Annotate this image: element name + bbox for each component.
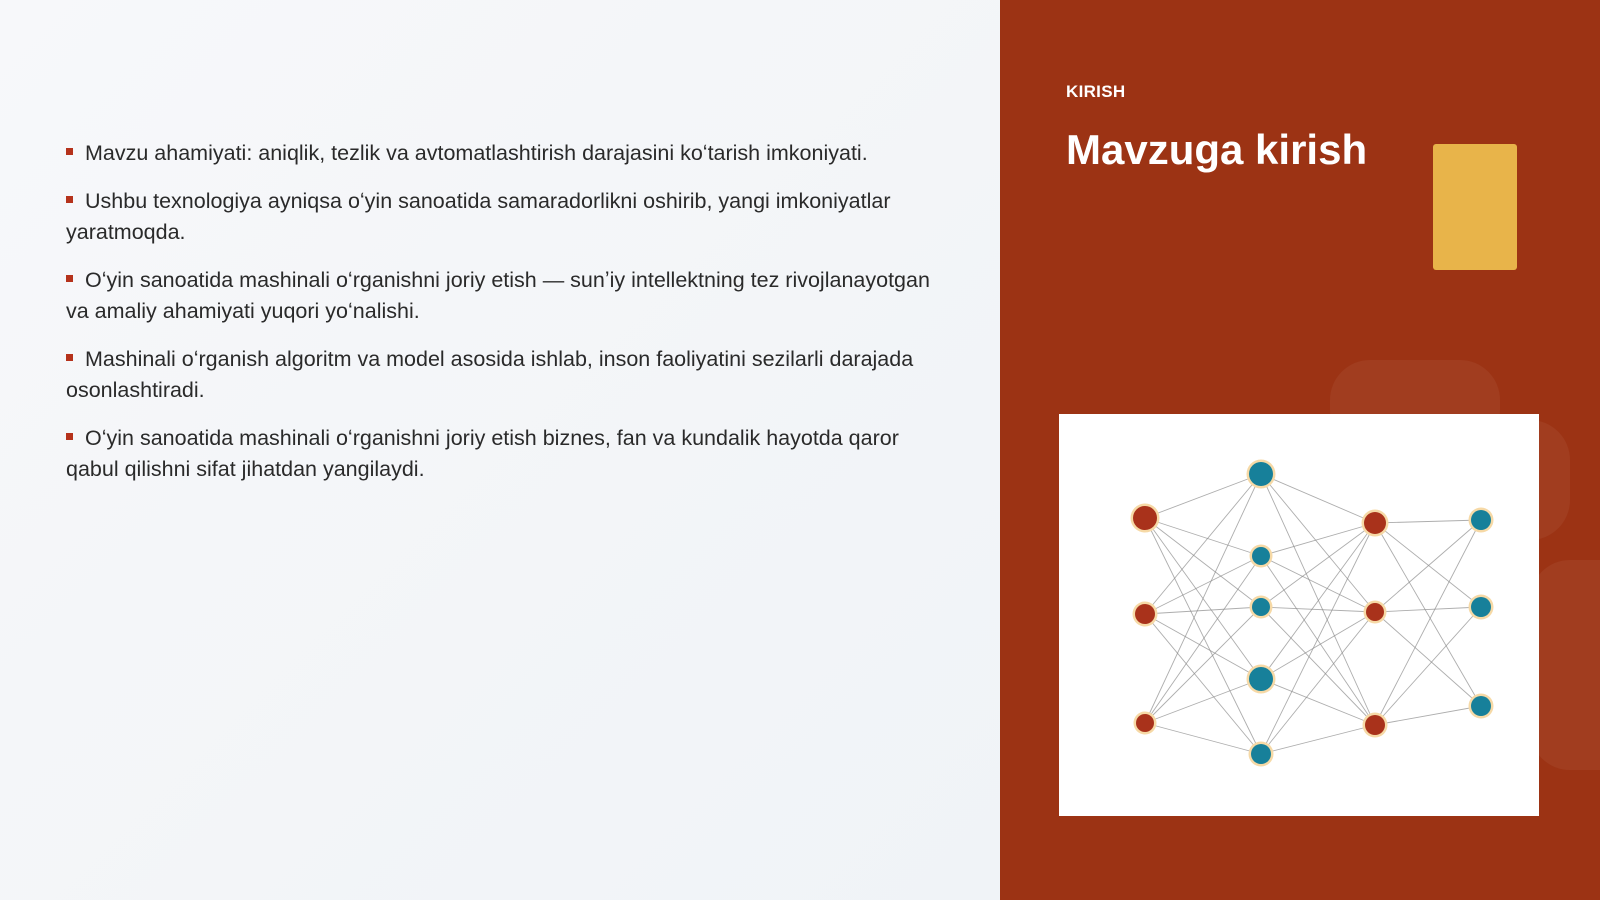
network-edge (1375, 520, 1481, 523)
network-edge (1375, 706, 1481, 725)
neural-network-figure (1059, 414, 1539, 816)
bullet-text: Mavzu ahamiyati: aniqlik, tezlik va avtomatlashtirish darajasini koʻtarish imkoniyati. (85, 141, 868, 165)
bullet-item (66, 186, 936, 248)
network-edge (1261, 607, 1375, 612)
bullet-marker-icon (66, 196, 73, 203)
network-node (1133, 506, 1157, 530)
network-edge (1261, 523, 1375, 754)
network-edge (1145, 518, 1261, 556)
network-edge (1261, 612, 1375, 754)
section-kicker: KIRISH (1066, 82, 1126, 101)
bullet-text: Oʻyin sanoatida mashinali oʻrganishni joriy etish — sunʼiy intellektning tez rivojlanayotgan va amaliy ahamiyati yuqori yoʻnalishi. (66, 268, 930, 323)
network-edge (1145, 474, 1261, 614)
network-node (1471, 597, 1491, 617)
bullet-marker-icon (66, 148, 73, 155)
network-edge (1375, 607, 1481, 725)
network-edge (1145, 556, 1261, 614)
decorative-blob (1530, 560, 1600, 770)
network-edge (1261, 474, 1375, 523)
bullet-marker-icon (66, 433, 73, 440)
network-edge (1261, 556, 1375, 612)
network-edge (1145, 556, 1261, 723)
network-edge (1261, 474, 1375, 612)
network-edge (1375, 607, 1481, 612)
network-edge (1261, 679, 1375, 725)
network-edge (1261, 523, 1375, 679)
bullet-item (66, 344, 936, 406)
network-node (1249, 462, 1273, 486)
slide-title: Mavzuga kirish (1066, 126, 1368, 173)
title-pane (1000, 0, 1600, 900)
network-node (1252, 547, 1270, 565)
network-node (1252, 598, 1270, 616)
network-node (1471, 696, 1491, 716)
network-edge (1375, 612, 1481, 706)
network-edge (1375, 520, 1481, 612)
network-edge (1145, 607, 1261, 723)
network-edge (1145, 723, 1261, 754)
network-edge (1261, 523, 1375, 607)
network-edge (1261, 612, 1375, 679)
network-node (1364, 512, 1386, 534)
network-edge (1261, 556, 1375, 725)
network-node (1135, 604, 1155, 624)
network-edge (1145, 607, 1261, 614)
bullet-text: Ushbu texnologiya ayniqsa oʻyin sanoatida samaradorlikni oshirib, yangi imkoniyatlar yaratmoqda. (66, 189, 891, 244)
network-nodes (1131, 460, 1494, 767)
network-node (1249, 667, 1273, 691)
network-node (1136, 714, 1154, 732)
bullet-text: Mashinali oʻrganish algoritm va model asosida ishlab, inson faoliyatini sezilarli darajada osonlashtiradi. (66, 347, 914, 402)
network-edges (1145, 474, 1481, 754)
network-edge (1145, 518, 1261, 754)
network-edge (1261, 725, 1375, 754)
network-edge (1261, 607, 1375, 725)
bullet-list (66, 138, 936, 502)
network-node (1251, 744, 1271, 764)
network-node (1365, 715, 1385, 735)
network-edge (1261, 474, 1375, 725)
bullet-marker-icon (66, 275, 73, 282)
network-node (1366, 603, 1384, 621)
network-edge (1145, 614, 1261, 679)
network-edge (1261, 523, 1375, 556)
bullet-item (66, 265, 936, 327)
bullet-marker-icon (66, 354, 73, 361)
bullet-item (66, 423, 936, 485)
neural-network-icon (1059, 414, 1539, 816)
bullet-item (66, 138, 936, 169)
network-node (1471, 510, 1491, 530)
bullet-text: Oʻyin sanoatida mashinali oʻrganishni joriy etish biznes, fan va kundalik hayotda qaror qabul qilishni sifat jihatdan yangilaydi. (66, 426, 899, 481)
accent-rectangle (1433, 144, 1517, 270)
network-edge (1375, 523, 1481, 607)
